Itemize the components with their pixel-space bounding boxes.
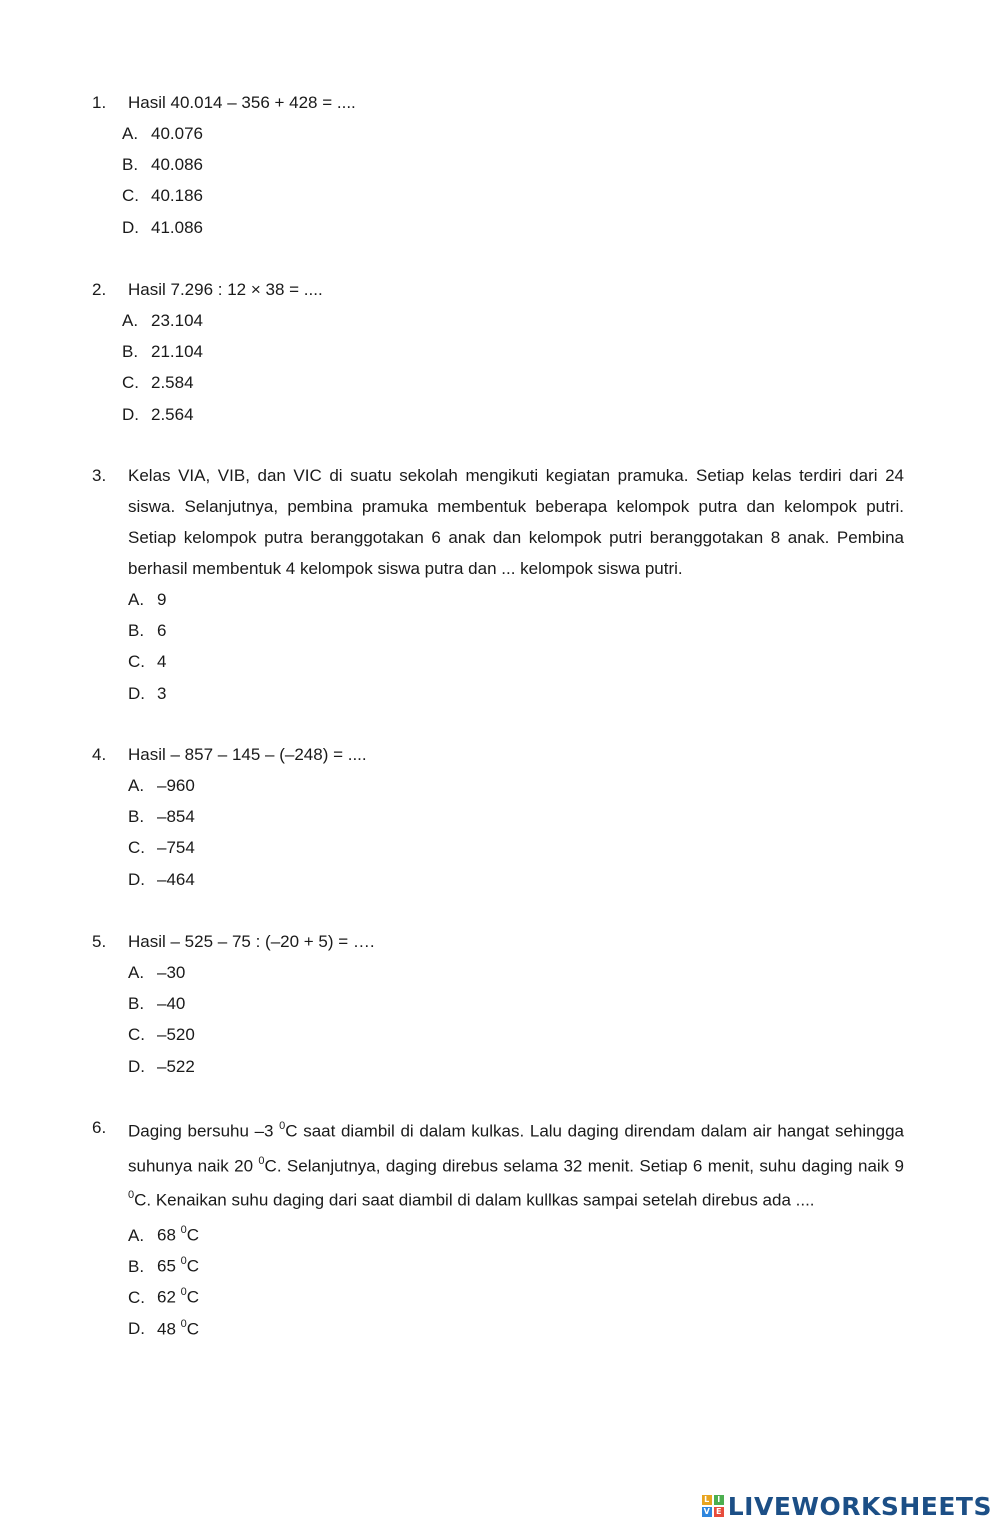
option-text: 9 xyxy=(157,590,167,609)
option-letter: C. xyxy=(122,186,139,206)
option-letter: B. xyxy=(122,342,139,362)
option-a[interactable] xyxy=(128,584,904,615)
option-letter: B. xyxy=(128,807,145,827)
question-number: 4. xyxy=(92,745,107,764)
option-c[interactable] xyxy=(128,646,904,677)
option-c[interactable] xyxy=(122,367,904,398)
option-a[interactable] xyxy=(122,118,904,149)
option-letter: D. xyxy=(128,1056,145,1076)
question-text: Daging bersuhu –3 $^0$C saat diambil di dalam kulkas. Lalu daging direndam dalam air hangat sehingga suhunya naik 20 $^0$C. Selanjutnya, daging direbus selama 32 menit. Setiap 6 menit, suhu daging naik 9 $^0$C. Kenaikan suhu daging dari saat diambil di dalam kullkas sampai setelah direbus ada .... xyxy=(128,1120,904,1210)
option-text: –464 xyxy=(157,869,195,889)
question-3 xyxy=(92,460,904,709)
option-text: 6 xyxy=(157,621,167,641)
option-letter: A. xyxy=(128,1225,145,1245)
option-text: 62 xyxy=(157,1288,181,1307)
option-text: 3 xyxy=(157,683,167,703)
option-letter: A. xyxy=(122,311,139,330)
liveworksheets-logo xyxy=(702,1492,992,1520)
question-number: 1. xyxy=(92,93,107,112)
option-text: 21.104 xyxy=(151,342,203,362)
option-text: 23.104 xyxy=(151,311,203,330)
option-d[interactable] xyxy=(128,864,904,895)
option-letter: B. xyxy=(128,621,145,641)
option-b[interactable] xyxy=(122,149,904,180)
option-d[interactable] xyxy=(128,678,904,709)
option-c[interactable] xyxy=(128,832,904,863)
question-text: Hasil 40.014 – 356 + 428 = .... xyxy=(128,93,356,112)
option-text: –854 xyxy=(157,807,195,827)
option-letter: D. xyxy=(128,869,145,889)
option-text: 40.076 xyxy=(151,124,203,143)
option-text: 2.584 xyxy=(151,373,194,393)
option-text: 2.564 xyxy=(151,404,194,424)
option-letter: B. xyxy=(128,1256,145,1276)
question-text: Hasil – 525 – 75 : (–20 + 5) = …. xyxy=(128,932,375,951)
option-text: –754 xyxy=(157,838,195,858)
option-c[interactable] xyxy=(128,1019,904,1050)
option-letter: A. xyxy=(122,124,139,143)
option-text: –30 xyxy=(157,963,186,982)
option-a[interactable] xyxy=(122,305,904,336)
option-text: 65 xyxy=(157,1256,181,1276)
option-letter: C. xyxy=(128,1025,145,1045)
option-letter: D. xyxy=(128,683,145,703)
option-letter: C. xyxy=(128,1288,145,1307)
option-d[interactable]: D. 48 $^0$C xyxy=(128,1310,904,1341)
question-text: Hasil – 857 – 145 – (–248) = .... xyxy=(128,745,367,764)
option-b[interactable] xyxy=(122,336,904,367)
option-letter: A. xyxy=(128,776,145,795)
option-letter: C. xyxy=(128,652,145,672)
option-a[interactable] xyxy=(128,957,904,988)
logo-mark-icon: L I V E xyxy=(702,1495,724,1517)
question-number: 3. xyxy=(92,466,107,485)
option-letter: A. xyxy=(128,590,145,609)
option-b[interactable]: B. 65 $^0$C xyxy=(128,1247,904,1278)
option-text: –520 xyxy=(157,1025,195,1045)
option-text: 40.186 xyxy=(151,186,203,206)
question-number: 2. xyxy=(92,280,107,299)
option-a[interactable]: A. 68 $^0$C xyxy=(128,1216,904,1247)
brand-name: LIVEWORKSHEETS xyxy=(727,1491,992,1521)
question-2 xyxy=(92,274,904,430)
option-b[interactable] xyxy=(128,615,904,646)
option-letter: B. xyxy=(122,155,139,175)
question-6 xyxy=(92,1112,904,1341)
option-c[interactable] xyxy=(122,180,904,211)
option-letter: C. xyxy=(122,373,139,393)
option-d[interactable] xyxy=(122,399,904,430)
option-letter: C. xyxy=(128,838,145,858)
option-d[interactable] xyxy=(128,1051,904,1082)
option-b[interactable] xyxy=(128,801,904,832)
question-text: Hasil 7.296 : 12 × 38 = .... xyxy=(128,280,323,299)
option-text: –522 xyxy=(157,1056,195,1076)
option-b[interactable] xyxy=(128,988,904,1019)
option-text: 68 xyxy=(157,1225,181,1245)
option-text: 48 xyxy=(157,1319,181,1339)
option-letter: D. xyxy=(128,1319,145,1339)
option-letter: B. xyxy=(128,994,145,1014)
question-number: 6. xyxy=(92,1118,107,1137)
option-letter: D. xyxy=(122,217,139,237)
option-text: 40.086 xyxy=(151,155,203,175)
option-d[interactable] xyxy=(122,212,904,243)
question-number: 5. xyxy=(92,932,107,951)
question-1 xyxy=(92,87,904,243)
question-4 xyxy=(92,739,904,895)
option-text: –960 xyxy=(157,776,195,795)
option-letter: A. xyxy=(128,963,145,982)
option-letter: D. xyxy=(122,404,139,424)
question-text: Kelas VIA, VIB, dan VIC di suatu sekolah mengikuti kegiatan pramuka. Setiap kelas terdiri dari 24 siswa. Selanjutnya, pembina pramuka membentuk beberapa kelompok putra dan kelompok putri. Setiap kelompok putra beranggotakan 6 anak dan kelompok putri beranggotakan 8 anak. Pembina berhasil membentuk 4 kelompok siswa putra dan ... kelompok siswa putri. xyxy=(128,466,904,578)
option-text: 4 xyxy=(157,652,167,672)
option-text: –40 xyxy=(157,994,186,1014)
option-a[interactable] xyxy=(128,770,904,801)
option-text: 41.086 xyxy=(151,217,203,237)
question-5 xyxy=(92,926,904,1082)
option-c[interactable]: C. 62 $^0$C xyxy=(128,1278,904,1309)
